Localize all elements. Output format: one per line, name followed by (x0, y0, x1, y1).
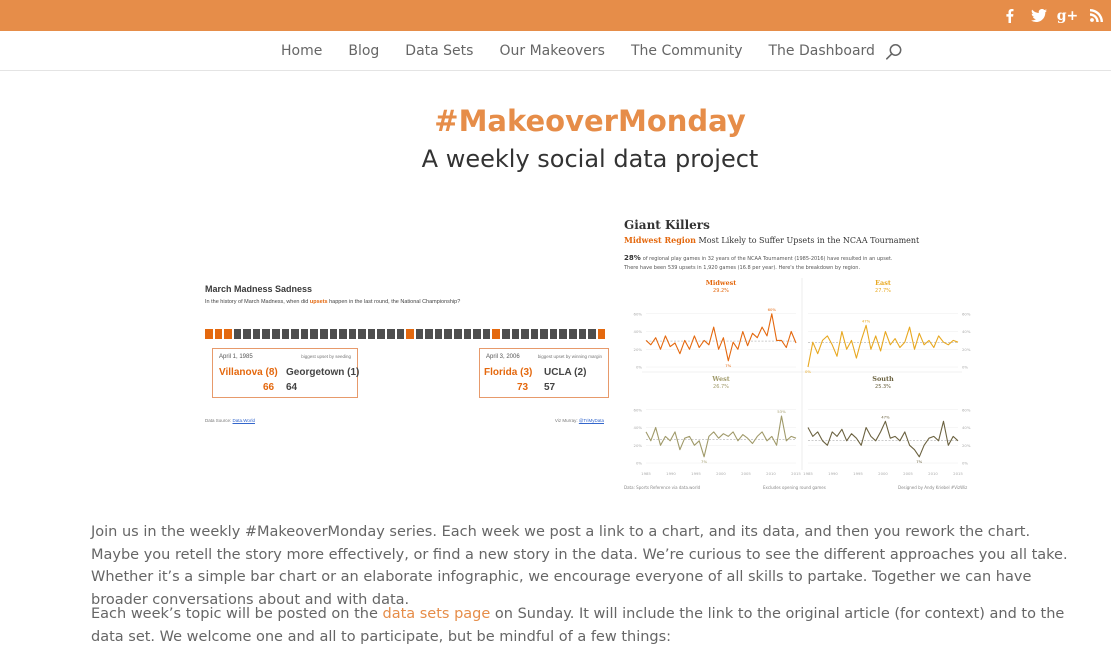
panel-average: 27.7% (875, 288, 891, 294)
championship-square (540, 329, 548, 339)
championship-square (579, 329, 587, 339)
championship-square (320, 329, 328, 339)
card-loser-score: 57 (544, 382, 556, 393)
y-tick-label: 40% (633, 329, 642, 334)
p2-pre: Each week’s topic will be posted on the (91, 606, 383, 622)
subtitle-pre: In the history of March Madness, when did (205, 299, 310, 305)
x-tick-label: 1990 (828, 471, 838, 476)
panel-title: South (872, 375, 894, 383)
championship-square (358, 329, 366, 339)
championship-square (588, 329, 596, 339)
championship-square (521, 329, 529, 339)
nav-item-the-community[interactable]: The Community (630, 43, 743, 59)
intro-paragraph: Join us in the weekly #MakeoverMonday series. Each week we post a link to a chart, and its data, and then you rework the chart. Maybe you retell the story more effectively, or find a new story in the data. We’re curious to see the different approaches you all take. Whether it’s a simple bar chart or an elaborate infographic, we encourage everyone of all skills to partake. Together we can have broader conversations about and with data. (91, 524, 1068, 608)
championship-square (531, 329, 539, 339)
y-tick-label: 60% (962, 311, 971, 317)
championship-square (339, 329, 347, 339)
facebook-icon[interactable] (995, 0, 1024, 31)
card-winner: Villanova (8) (219, 367, 278, 378)
card-winner: Florida (3) (484, 367, 533, 378)
chart-panels (634, 278, 971, 476)
min-label: 7% (916, 458, 923, 464)
nav-item-the-dashboard[interactable]: The Dashboard (768, 43, 875, 59)
min-label: 7% (701, 458, 708, 464)
chart-intro-text-1: of regional play games in 32 years of the NCAA Tournament (1985-2016) have resulted in an upset. (642, 256, 893, 262)
y-tick-label: 0% (635, 460, 642, 466)
championship-square (349, 329, 357, 339)
upset-square (215, 329, 223, 339)
social-links (995, 0, 1111, 31)
championship-square (387, 329, 395, 339)
max-label: 53% (777, 408, 786, 414)
x-tick-label: 2000 (878, 471, 888, 476)
upset-card (212, 348, 358, 398)
championship-square (282, 329, 290, 339)
x-tick-label: 2010 (766, 471, 776, 476)
chart-intro-pct: 28% (624, 254, 641, 262)
championship-square (272, 329, 280, 339)
hero-title: #MakeoverMonday (434, 104, 746, 138)
y-tick-label: 60% (962, 407, 971, 413)
x-tick-label: 1995 (691, 471, 701, 476)
championship-square (291, 329, 299, 339)
subtitle-post: happen in the last round, the National Championship? (327, 299, 461, 305)
championship-square (397, 329, 405, 339)
twitter-icon[interactable] (1024, 0, 1053, 31)
x-tick-label: 2000 (716, 471, 726, 476)
chart-subtitle-highlight: Midwest Region (624, 235, 696, 245)
chart-subtitle (624, 235, 920, 245)
x-tick-label: 1995 (853, 471, 863, 476)
viz-subtitle (205, 299, 460, 305)
upset-square (224, 329, 232, 339)
x-tick-label: 2015 (791, 471, 801, 476)
panel-title: East (875, 279, 891, 287)
series-line-west (646, 416, 796, 457)
nav-item-blog[interactable]: Blog (348, 43, 380, 59)
march-madness-viz[interactable] (198, 273, 610, 433)
chart-footer-left: Data: Sports Reference via data.world (624, 485, 701, 490)
chart-intro-2: There have been 539 upsets in 1,920 games (16.8 per year). Here's the breakdown by region. (624, 265, 861, 271)
y-tick-label: 20% (962, 346, 971, 352)
upset-square (205, 329, 213, 339)
championship-square (330, 329, 338, 339)
credit-link[interactable]: @TriMyData (578, 418, 604, 423)
upset-square (598, 329, 606, 339)
championship-square (425, 329, 433, 339)
max-label: 47% (881, 414, 890, 420)
championship-square (464, 329, 472, 339)
championship-square (569, 329, 577, 339)
x-tick-label: 2005 (903, 471, 913, 476)
source-link[interactable]: Data.World (232, 418, 255, 423)
x-tick-label: 1985 (803, 471, 813, 476)
rss-icon[interactable] (1082, 0, 1111, 31)
viz-credit (555, 418, 604, 423)
card-winner-score: 66 (263, 382, 275, 393)
championship-square (512, 329, 520, 339)
championship-square (377, 329, 385, 339)
y-tick-label: 20% (633, 346, 642, 352)
x-tick-label: 2015 (953, 471, 963, 476)
card-winner-score: 73 (517, 382, 529, 393)
viz-title: March Madness Sadness (205, 284, 313, 294)
min-label: 7% (725, 362, 732, 368)
p2-post: on Sunday. It will include the link to the original article (for context) and to the data set. We welcome one and all to participate, but be mindful of a few things: (91, 606, 1065, 645)
topic-paragraph (91, 603, 1071, 648)
y-tick-label: 0% (962, 364, 969, 370)
subtitle-highlight: upsets (309, 299, 328, 305)
max-label: 60% (767, 306, 777, 312)
panel-average: 26.7% (713, 384, 729, 390)
championship-square (368, 329, 376, 339)
chart-footer-right: Designed by Andy Kriebel #VizWiz (898, 485, 968, 490)
y-tick-label: 0% (962, 460, 969, 466)
upset-card (479, 348, 609, 398)
championship-square (435, 329, 443, 339)
card-date: April 3, 2006 (486, 354, 520, 360)
championship-square (454, 329, 462, 339)
upset-square (406, 329, 414, 339)
giant-killers-viz[interactable] (618, 212, 983, 495)
card-date: April 1, 1985 (219, 354, 253, 360)
y-tick-label: 20% (962, 442, 971, 448)
championship-square (444, 329, 452, 339)
card-tag: biggest upset by seeding (301, 354, 351, 359)
chart-title: Giant Killers (624, 218, 710, 232)
championship-squares (205, 329, 605, 339)
championship-square (550, 329, 558, 339)
y-tick-label: 40% (962, 329, 971, 334)
championship-square (559, 329, 567, 339)
upset-square (492, 329, 500, 339)
y-tick-label: 0% (635, 364, 642, 370)
championship-square (253, 329, 261, 339)
google-plus-icon[interactable]: g+ (1056, 7, 1079, 24)
y-tick-label: 60% (633, 311, 642, 317)
y-tick-label: 20% (633, 442, 642, 448)
series-line-midwest (646, 314, 796, 361)
championship-square (243, 329, 251, 339)
chart-intro-1 (624, 254, 893, 262)
championship-square (301, 329, 309, 339)
credit-label: Viz Murray: (554, 418, 579, 423)
championship-square (502, 329, 510, 339)
x-tick-label: 1990 (666, 471, 676, 476)
y-tick-label: 40% (962, 425, 971, 430)
chart-footer-mid: Excludes opening round games (763, 485, 826, 490)
card-loser: UCLA (2) (544, 367, 587, 378)
panel-average: 29.2% (713, 288, 729, 294)
panel-title: Midwest (705, 279, 737, 287)
x-tick-label: 2010 (928, 471, 938, 476)
y-tick-label: 40% (633, 425, 642, 430)
nav-menu (281, 31, 901, 71)
y-tick-label: 60% (633, 407, 642, 413)
main-navigation (0, 31, 1111, 71)
card-loser: Georgetown (1) (286, 367, 360, 378)
data-sets-link[interactable]: data sets page (382, 606, 491, 622)
chart-subtitle-rest: Most Likely to Suffer Upsets in the NCAA Tournament (695, 236, 920, 245)
nav-item-our-makeovers[interactable]: Our Makeovers (499, 43, 605, 59)
giant-killers-chart (618, 212, 983, 495)
max-label: 47% (861, 318, 871, 324)
panel-title: West (712, 375, 730, 383)
x-tick-label: 2005 (741, 471, 751, 476)
min-label: 0% (804, 369, 812, 374)
nav-item-data-sets[interactable]: Data Sets (405, 43, 474, 59)
championship-square (473, 329, 481, 339)
championship-square (310, 329, 318, 339)
x-tick-label: 1985 (641, 471, 651, 476)
championship-square (416, 329, 424, 339)
championship-square (483, 329, 491, 339)
hero-subtitle: A weekly social data project (421, 145, 759, 173)
panel-average: 25.3% (875, 384, 891, 390)
viz-source (205, 418, 255, 423)
card-tag: biggest upset by winning margin (537, 354, 602, 359)
search-icon[interactable] (885, 43, 903, 61)
championship-square (262, 329, 270, 339)
top-bar (0, 0, 1111, 31)
nav-item-home[interactable]: Home (281, 43, 323, 59)
source-label: Data Source: (205, 418, 233, 423)
series-line-south (808, 421, 958, 457)
championship-square (234, 329, 242, 339)
card-loser-score: 64 (286, 382, 298, 393)
